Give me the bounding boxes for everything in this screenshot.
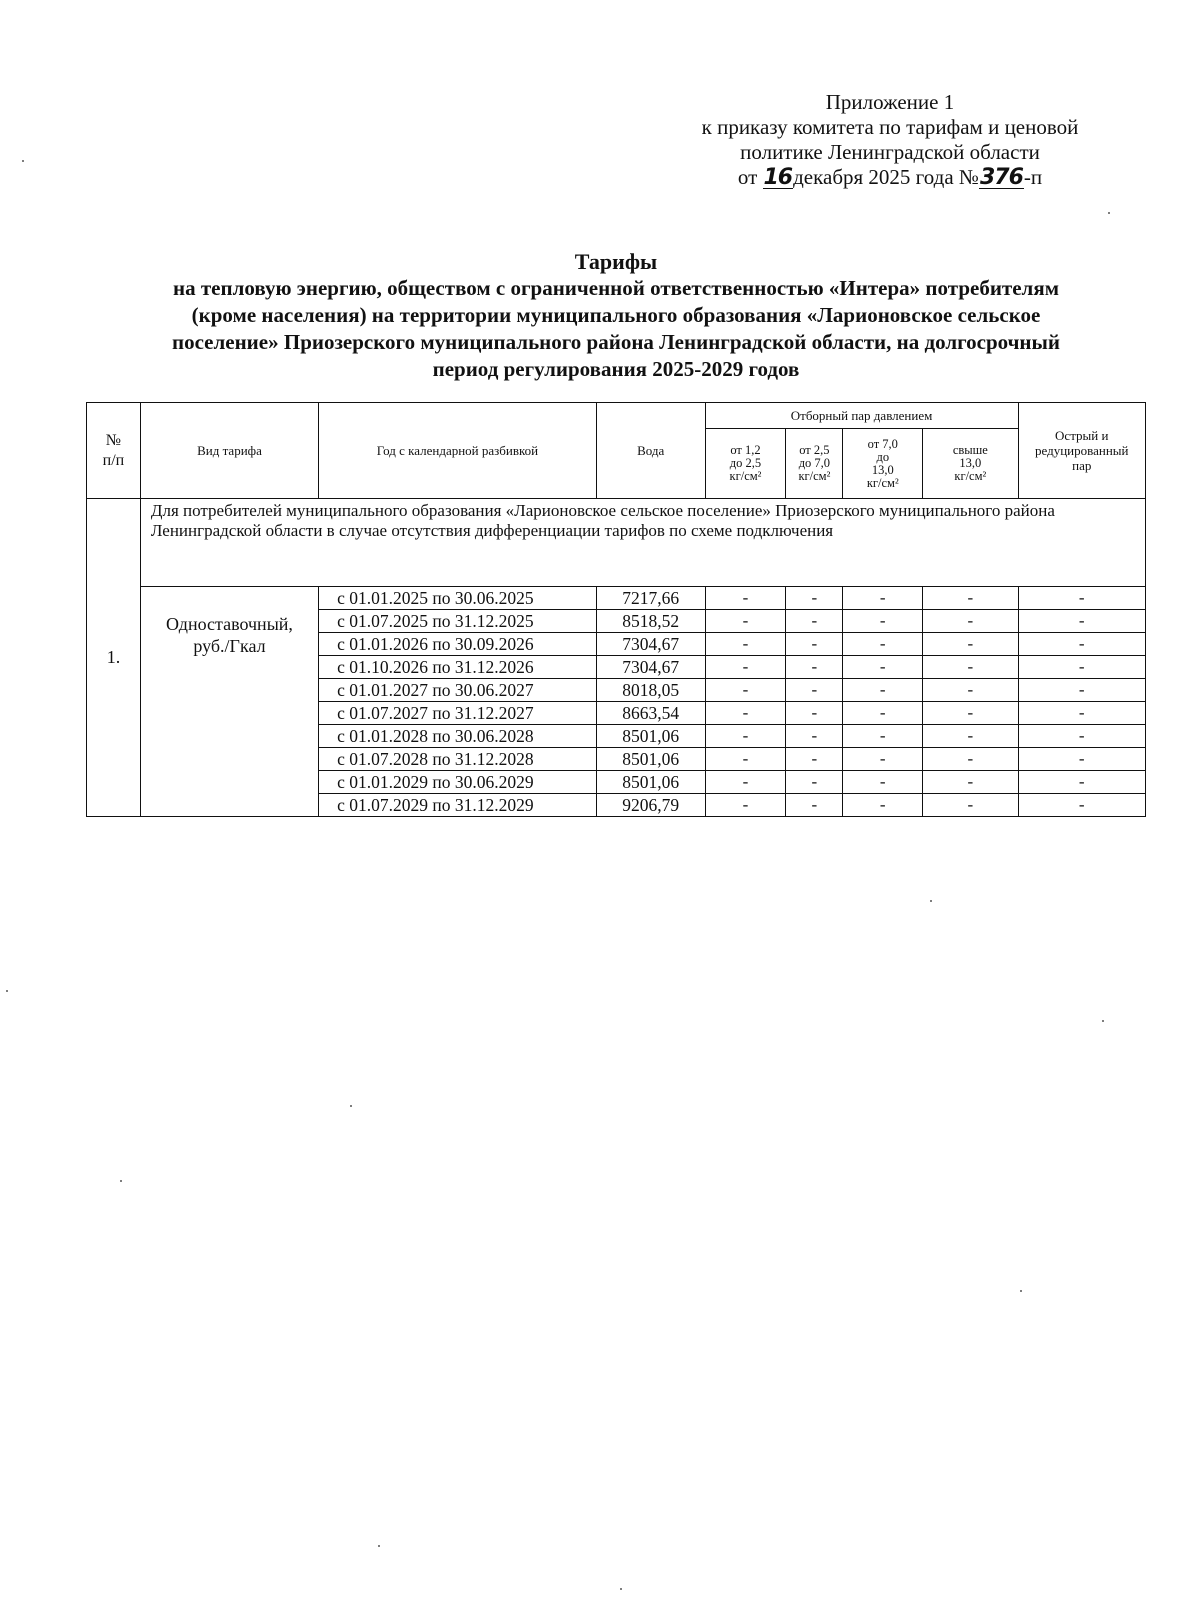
scan-speck bbox=[350, 1105, 352, 1107]
scan-speck bbox=[1108, 212, 1110, 214]
scan-speck bbox=[1020, 1290, 1022, 1292]
group-description: Для потребителей муниципального образования «Ларионовское сельское поселение» Приозерского муниципального района Ленинградской области в случае отсутствия дифференциации тарифов по схеме подключения bbox=[140, 499, 1145, 587]
sharp-steam-cell: - bbox=[1018, 702, 1146, 725]
scan-speck bbox=[620, 1588, 622, 1590]
header-steam-1 bbox=[705, 429, 786, 499]
title-line-2: (кроме населения) на территории муниципального образования «Ларионовское сельское bbox=[191, 303, 1041, 327]
title-line-4: период регулирования 2025-2029 годов bbox=[432, 357, 800, 381]
sharp-steam-cell: - bbox=[1018, 748, 1146, 771]
steam-tariff-cell: - bbox=[705, 656, 786, 679]
scan-speck bbox=[22, 160, 24, 162]
steam-tariff-cell: - bbox=[705, 702, 786, 725]
steam-tariff-cell: - bbox=[786, 794, 843, 817]
steam-tariff-cell: - bbox=[786, 679, 843, 702]
steam-tariff-cell: - bbox=[923, 794, 1018, 817]
number-suffix: -п bbox=[1023, 165, 1043, 189]
steam-tariff-cell: - bbox=[843, 587, 923, 610]
appendix-line-2: к приказу комитета по тарифам и ценовой bbox=[701, 115, 1079, 139]
header-steam-line: кг/см² bbox=[866, 475, 899, 490]
document-title bbox=[86, 248, 1146, 383]
steam-tariff-cell: - bbox=[843, 725, 923, 748]
tariff-type-cell bbox=[140, 587, 318, 817]
title-line-1: на тепловую энергию, обществом с ограниченной ответственностью «Интера» потребителям bbox=[173, 276, 1059, 300]
sharp-steam-cell: - bbox=[1018, 587, 1146, 610]
steam-tariff-cell: - bbox=[705, 771, 786, 794]
steam-tariff-cell: - bbox=[923, 771, 1018, 794]
scan-speck bbox=[120, 1180, 122, 1182]
period-cell: с 01.07.2027 по 31.12.2027 bbox=[319, 702, 597, 725]
steam-tariff-cell: - bbox=[786, 725, 843, 748]
header-tariff-type: Вид тарифа bbox=[140, 403, 318, 499]
water-tariff-cell: 8663,54 bbox=[596, 702, 705, 725]
sharp-steam-cell: - bbox=[1018, 610, 1146, 633]
steam-tariff-cell: - bbox=[786, 702, 843, 725]
steam-tariff-cell: - bbox=[786, 771, 843, 794]
date-prefix: от bbox=[737, 165, 758, 189]
period-cell: с 01.01.2028 по 30.06.2028 bbox=[319, 725, 597, 748]
table-row bbox=[87, 587, 1146, 610]
header-steam-2 bbox=[786, 429, 843, 499]
steam-tariff-cell: - bbox=[705, 587, 786, 610]
scan-speck bbox=[1102, 1020, 1104, 1022]
header-steam-line: кг/см² bbox=[954, 469, 987, 483]
period-cell: с 01.07.2028 по 31.12.2028 bbox=[319, 748, 597, 771]
header-steam-line: от 7,0 bbox=[867, 436, 898, 451]
sharp-steam-cell: - bbox=[1018, 656, 1146, 679]
steam-tariff-cell: - bbox=[843, 633, 923, 656]
header-num-symbol: № bbox=[105, 431, 122, 449]
group-number: 1. bbox=[87, 499, 141, 817]
period-cell: с 01.01.2026 по 30.09.2026 bbox=[319, 633, 597, 656]
steam-tariff-cell: - bbox=[786, 748, 843, 771]
tariff-table bbox=[86, 402, 1146, 817]
tariff-name-line: Одноставочный, bbox=[166, 614, 293, 634]
steam-tariff-cell: - bbox=[786, 633, 843, 656]
steam-tariff-cell: - bbox=[843, 610, 923, 633]
steam-tariff-cell: - bbox=[923, 702, 1018, 725]
header-steam-line: до 7,0 bbox=[798, 456, 831, 470]
sharp-steam-cell: - bbox=[1018, 794, 1146, 817]
title-line-3: поселение» Приозерского муниципального района Ленинградской области, на долгосрочный bbox=[171, 330, 1061, 354]
steam-tariff-cell: - bbox=[786, 656, 843, 679]
tariff-unit-line: руб./Гкал bbox=[193, 636, 266, 656]
steam-tariff-cell: - bbox=[923, 587, 1018, 610]
steam-tariff-cell: - bbox=[923, 748, 1018, 771]
water-tariff-cell: 7304,67 bbox=[596, 656, 705, 679]
header-steam-group: Отборный пар давлением bbox=[705, 403, 1018, 429]
steam-tariff-cell: - bbox=[786, 610, 843, 633]
steam-tariff-cell: - bbox=[705, 748, 786, 771]
sharp-steam-cell: - bbox=[1018, 725, 1146, 748]
date-mid: декабря 2025 года № bbox=[793, 165, 979, 189]
period-cell: с 01.07.2029 по 31.12.2029 bbox=[319, 794, 597, 817]
header-sharp-line: Острый и bbox=[1055, 428, 1109, 443]
water-tariff-cell: 8018,05 bbox=[596, 679, 705, 702]
steam-tariff-cell: - bbox=[843, 656, 923, 679]
water-tariff-cell: 7304,67 bbox=[596, 633, 705, 656]
scan-speck bbox=[930, 900, 932, 902]
sharp-steam-cell: - bbox=[1018, 679, 1146, 702]
steam-tariff-cell: - bbox=[923, 725, 1018, 748]
sharp-steam-cell: - bbox=[1018, 633, 1146, 656]
header-num-label: п/п bbox=[102, 451, 125, 469]
header-sharp-steam bbox=[1018, 403, 1146, 499]
steam-tariff-cell: - bbox=[705, 610, 786, 633]
scan-speck bbox=[6, 990, 8, 992]
steam-tariff-cell: - bbox=[923, 610, 1018, 633]
steam-tariff-cell: - bbox=[843, 771, 923, 794]
header-steam-4 bbox=[923, 429, 1018, 499]
steam-tariff-cell: - bbox=[843, 748, 923, 771]
water-tariff-cell: 7217,66 bbox=[596, 587, 705, 610]
period-cell: с 01.01.2029 по 30.06.2029 bbox=[319, 771, 597, 794]
scan-speck bbox=[378, 1545, 380, 1547]
water-tariff-cell: 8501,06 bbox=[596, 725, 705, 748]
header-steam-line: кг/см² bbox=[729, 469, 762, 483]
header-steam-line: от 1,2 bbox=[730, 443, 761, 457]
appendix-date-line bbox=[640, 165, 1140, 190]
water-tariff-cell: 8501,06 bbox=[596, 748, 705, 771]
steam-tariff-cell: - bbox=[786, 587, 843, 610]
sharp-steam-cell: - bbox=[1018, 771, 1146, 794]
period-cell: с 01.10.2026 по 31.12.2026 bbox=[319, 656, 597, 679]
header-row-number bbox=[87, 403, 141, 499]
steam-tariff-cell: - bbox=[705, 794, 786, 817]
header-steam-line: 13,0 bbox=[959, 456, 982, 470]
steam-tariff-cell: - bbox=[923, 679, 1018, 702]
appendix-line-1: Приложение 1 bbox=[825, 90, 955, 114]
appendix-line-3: политике Ленинградской области bbox=[740, 140, 1040, 164]
header-steam-line: 13,0 bbox=[871, 462, 894, 477]
steam-tariff-cell: - bbox=[705, 679, 786, 702]
steam-tariff-cell: - bbox=[705, 633, 786, 656]
title-heading: Тарифы bbox=[574, 249, 658, 274]
header-steam-3 bbox=[843, 429, 923, 499]
steam-tariff-cell: - bbox=[843, 679, 923, 702]
header-steam-line: до 2,5 bbox=[729, 456, 762, 470]
steam-tariff-cell: - bbox=[923, 656, 1018, 679]
steam-tariff-cell: - bbox=[923, 633, 1018, 656]
period-cell: с 01.07.2025 по 31.12.2025 bbox=[319, 610, 597, 633]
steam-tariff-cell: - bbox=[843, 702, 923, 725]
header-steam-line: от 2,5 bbox=[799, 443, 830, 457]
header-steam-line: свыше bbox=[952, 443, 988, 457]
header-sharp-line: пар bbox=[1072, 458, 1092, 473]
header-steam-line: кг/см² bbox=[798, 469, 831, 483]
period-cell: с 01.01.2027 по 30.06.2027 bbox=[319, 679, 597, 702]
header-period: Год с календарной разбивкой bbox=[319, 403, 597, 499]
header-sharp-line: редуцированный bbox=[1035, 443, 1129, 458]
appendix-header bbox=[640, 90, 1140, 190]
water-tariff-cell: 8518,52 bbox=[596, 610, 705, 633]
period-cell: с 01.01.2025 по 30.06.2025 bbox=[319, 587, 597, 610]
steam-tariff-cell: - bbox=[843, 794, 923, 817]
handwritten-day: 16 bbox=[763, 165, 793, 190]
water-tariff-cell: 8501,06 bbox=[596, 771, 705, 794]
header-water: Вода bbox=[596, 403, 705, 499]
handwritten-order-number: 376 bbox=[979, 165, 1023, 190]
steam-tariff-cell: - bbox=[705, 725, 786, 748]
water-tariff-cell: 9206,79 bbox=[596, 794, 705, 817]
header-steam-line: до bbox=[876, 449, 890, 464]
